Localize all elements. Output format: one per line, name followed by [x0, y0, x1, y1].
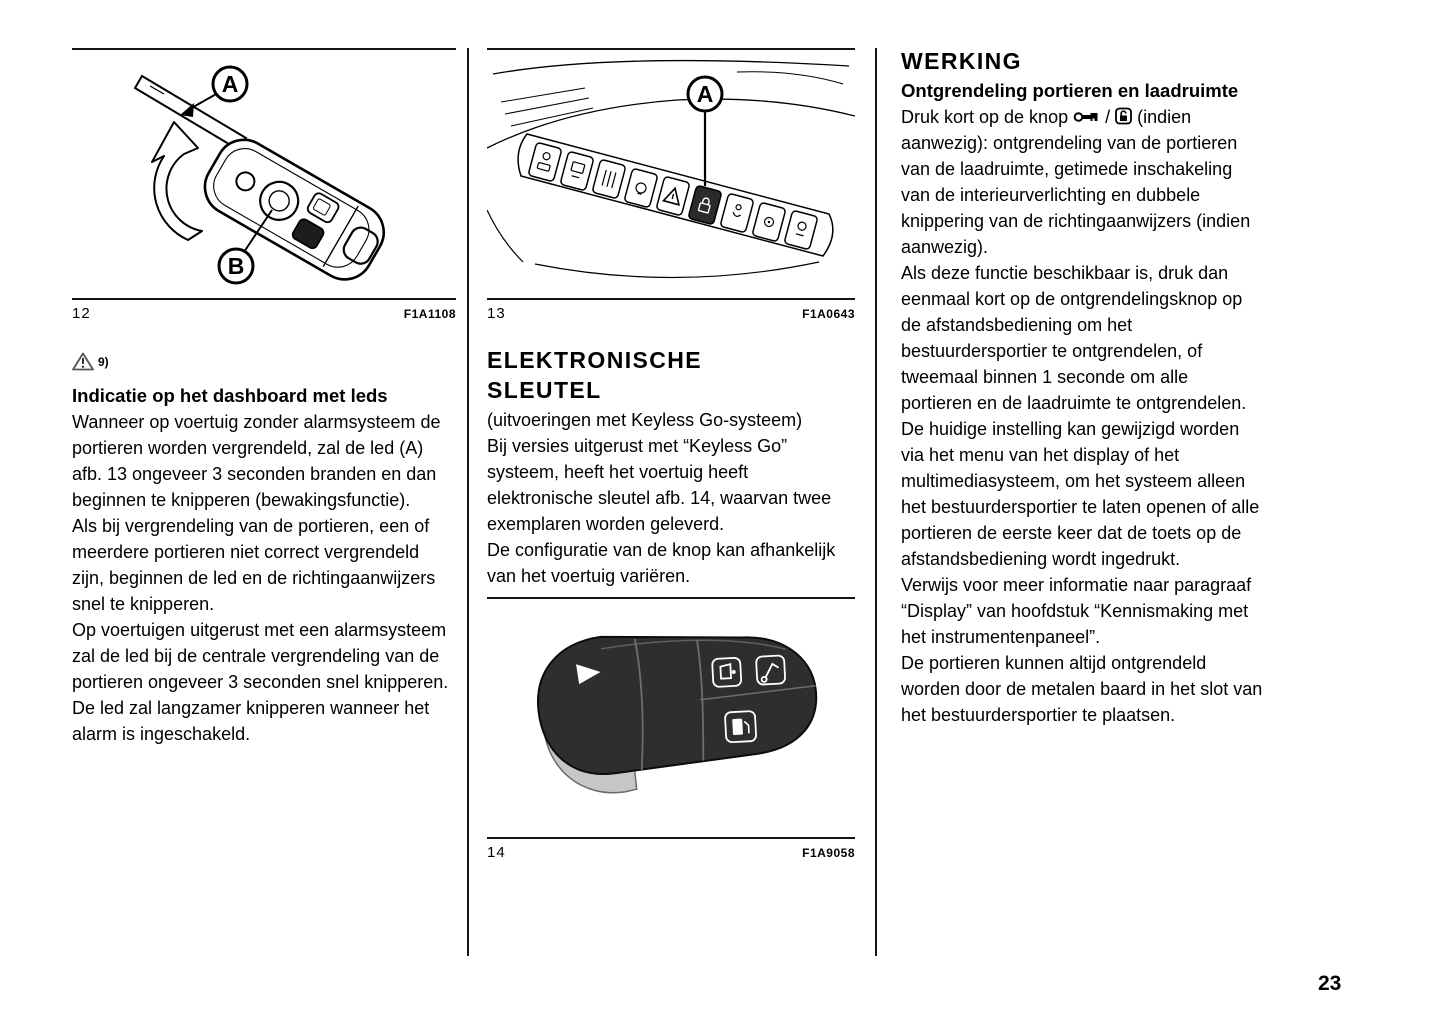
paragraph: Als deze functie beschikbaar is, druk dan eenmaal kort op de ontgrendelingsknop op de afstandsbediening om het bestuurdersportier te ontgrendelen, of tweemaal binnen 1 seconde om alle portieren en de laadruimte te ontgrendelen.	[901, 263, 1247, 413]
figure-14	[487, 597, 855, 866]
figure-13-image	[487, 50, 855, 298]
paragraph: Verwijs voor meer informatie naar paragraaf “Display” van hoofdstuk “Kennismaking met het instrumentenpaneel”.	[901, 575, 1252, 647]
figure-number: 12	[72, 305, 91, 322]
column-middle	[487, 48, 855, 866]
flip-key-illustration	[72, 50, 456, 298]
column-right	[901, 46, 1263, 728]
heading-elektronische-sleutel: ELEKTRONISCHE SLEUTEL	[487, 347, 702, 403]
column-divider	[875, 48, 877, 956]
warning-reference	[72, 349, 456, 371]
figure-number: 14	[487, 844, 506, 861]
figure-caption	[72, 300, 456, 327]
warning-note-number: 9)	[98, 355, 109, 369]
warning-triangle-icon	[72, 352, 94, 371]
note-keyless-go: (uitvoeringen met Keyless Go-systeem)	[487, 410, 803, 430]
figure-code: F1A1108	[403, 307, 456, 321]
subheading-ontgrendeling: Ontgrendeling portieren en laadruimte	[901, 80, 1239, 101]
paragraph: De portieren kunnen altijd ontgrendeld worden door de metalen baard in het slot van het bestuurdersportier te plaatsen.	[901, 653, 1263, 725]
text-before-icons: Druk kort op de knop	[901, 107, 1074, 127]
dashboard-buttons-illustration	[487, 50, 855, 298]
figure-12-image	[72, 50, 456, 298]
paragraph: De huidige instelling kan gewijzigd worden via het menu van het display of het multimediasysteem, om het systeem alleen het bestuurdersportier te laten openen of alle portieren de eerste keer dat de toets op de afstandsbediening wordt ingedrukt.	[901, 419, 1260, 569]
figure-13	[487, 48, 855, 327]
page-number: 23	[1318, 972, 1342, 995]
heading-dashboard-leds: Indicatie op het dashboard met leds	[72, 385, 388, 406]
figure-12	[72, 48, 456, 327]
column-divider	[467, 48, 469, 956]
fob-body	[535, 626, 820, 778]
paragraph-with-icons	[901, 104, 1263, 260]
callout-a	[688, 77, 722, 186]
paragraph: De configuratie van de knop kan afhankelijk van het voertuig variëren.	[487, 540, 836, 586]
heading-werking: WERKING	[901, 48, 1022, 74]
icon-separator: /	[1100, 107, 1116, 127]
paragraph: Als bij vergrendeling van de portieren, een of meerdere portieren niet correct vergrendeld zijn, beginnen de led en de richtingaanwijzers snel te knipperen.	[72, 516, 436, 614]
text-after-icons: (indien aanwezig): ontgrendeling van de portieren van de laadruimte, getimede inschakeling van de interieurverlichting en dubbele knippering van de richtingaanwijzers (indien aanwezig).	[901, 107, 1251, 257]
paragraph: Bij versies uitgerust met “Keyless Go” systeem, heeft het voertuig heeft elektronische sleutel afb. 14, waarvan twee exemplaren worden geleverd.	[487, 436, 832, 534]
figure-number: 13	[487, 305, 506, 322]
paragraph: Op voertuigen uitgerust met een alarmsysteem zal de led bij de centrale vergrendeling van de portieren ongeveer 3 seconden snel knipperen. De led zal langzamer knipperen wanneer het alarm is ingeschakeld.	[72, 620, 449, 744]
svg-text:B: B	[227, 253, 245, 279]
figure-code: F1A0643	[802, 307, 855, 321]
figure-code: F1A9058	[802, 846, 855, 860]
svg-text:A: A	[696, 81, 714, 107]
remote-key-icon	[1073, 109, 1100, 125]
figure-caption	[487, 839, 855, 866]
unlock-button-icon	[1115, 107, 1132, 125]
figure-14-image	[487, 599, 855, 837]
column-left	[72, 48, 456, 747]
flip-arrow	[152, 122, 202, 240]
keyless-fob-illustration	[487, 599, 855, 837]
svg-text:A: A	[221, 71, 239, 97]
callout-a	[180, 67, 247, 117]
paragraph: Wanneer op voertuig zonder alarmsysteem de portieren worden vergrendeld, zal de led (A) afb. 13 ongeveer 3 seconden branden en dan beginnen te knipperen (bewakingsfunctie).	[72, 412, 441, 510]
figure-caption	[487, 300, 855, 327]
